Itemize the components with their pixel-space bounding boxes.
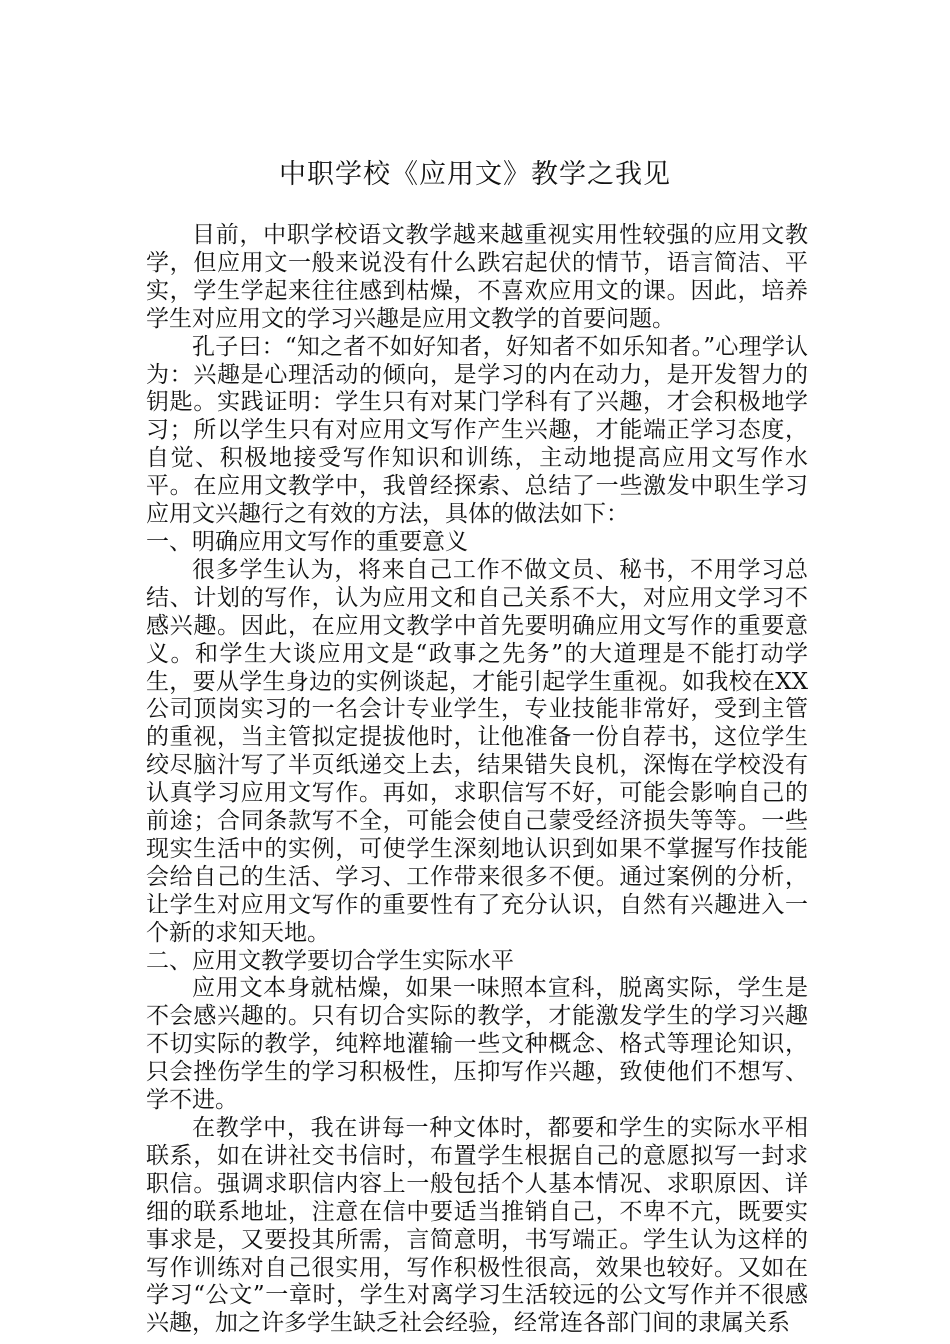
intro-paragraph-1: 目前，中职学校语文教学越来越重视实用性较强的应用文教学，但应用文一般来说没有什么跌宕起伏的情节，语言简洁、平实，学生学起来往往感到枯燥，不喜欢应用文的课。因此，培养学生对应用文的学习兴趣是应用文教学的首要问题。 xyxy=(146,222,808,332)
section-2-paragraph-1: 应用文本身就枯燥，如果一味照本宣科，脱离实际，学生是不会感兴趣的。只有切合实际的教学，才能激发学生的学习兴趣不切实际的教学，纯粹地灌输一些文种概念、格式等理论知识，只会挫伤学生的学习积极性，压抑写作兴趣，致使他们不想写、学不进。 xyxy=(146,975,808,1114)
document-body xyxy=(146,222,808,1338)
section-2-heading: 二、应用文教学要切合学生实际水平 xyxy=(146,947,514,974)
intro-paragraph-2: 孔子曰：“知之者不如好知者，好知者不如乐知者。”心理学认为：兴趣是心理活动的倾向，是学习的内在动力，是开发智力的钥匙。实践证明：学生只有对某门学科有了兴趣，才会积极地学习；所以学生只有对应用文写作产生兴趣，才能端正学习态度，自觉、积极地接受写作知识和训练，主动地提高应用文写作水平。在应用文教学中，我曾经探索、总结了一些激发中职生学习应用文兴趣行之有效的方法，具体的做法如下： xyxy=(146,333,808,528)
section-1-heading: 一、明确应用文写作的重要意义 xyxy=(146,528,468,555)
document-title: 中职学校《应用文》教学之我见 xyxy=(279,159,671,190)
section-2-paragraph-2: 在教学中，我在讲每一种文体时，都要和学生的实际水平相联系，如在讲社交书信时，布置学生根据自己的意愿拟写一封求职信。强调求职信内容上一般包括个人基本情况、求职原因、详细的联系地址，注意在信中要适当推销自己，不卑不亢，既要实事求是，又要投其所需，言简意明，书写端正。学生认为这样的写作训练对自己很实用，写作积极性很高，效果也较好。又如在学习“公文”一章时，学生对离学习生活较远的公文写作并不很感兴趣，加之许多学生缺乏社会经验，经常连各部门间的隶属关系 xyxy=(146,1115,808,1337)
section-1-paragraph: 很多学生认为，将来自己工作不做文员、秘书，不用学习总结、计划的写作，认为应用文和自己关系不大，对应用文学习不感兴趣。因此，在应用文教学中首先要明确应用文写作的重要意义。和学生大谈应用文是“政事之先务”的大道理是不能打动学生，要从学生身边的实例谈起，才能引起学生重视。如我校在XX公司顶岗实习的一名会计专业学生，专业技能非常好，受到主管的重视，当主管拟定提拔他时，让他准备一份自荐书，这位学生绞尽脑汁写了半页纸递交上去，结果错失良机，深悔在学校没有认真学习应用文写作。再如，求职信写不好，可能会影响自己的前途；合同条款写不全，可能会使自己蒙受经济损失等等。一些现实生活中的实例，可使学生深刻地认识到如果不掌握写作技能会给自己的生活、学习、工作带来很多不便。通过案例的分析，让学生对应用文写作的重要性有了充分认识，自然有兴趣进入一个新的求知天地。 xyxy=(146,556,808,946)
